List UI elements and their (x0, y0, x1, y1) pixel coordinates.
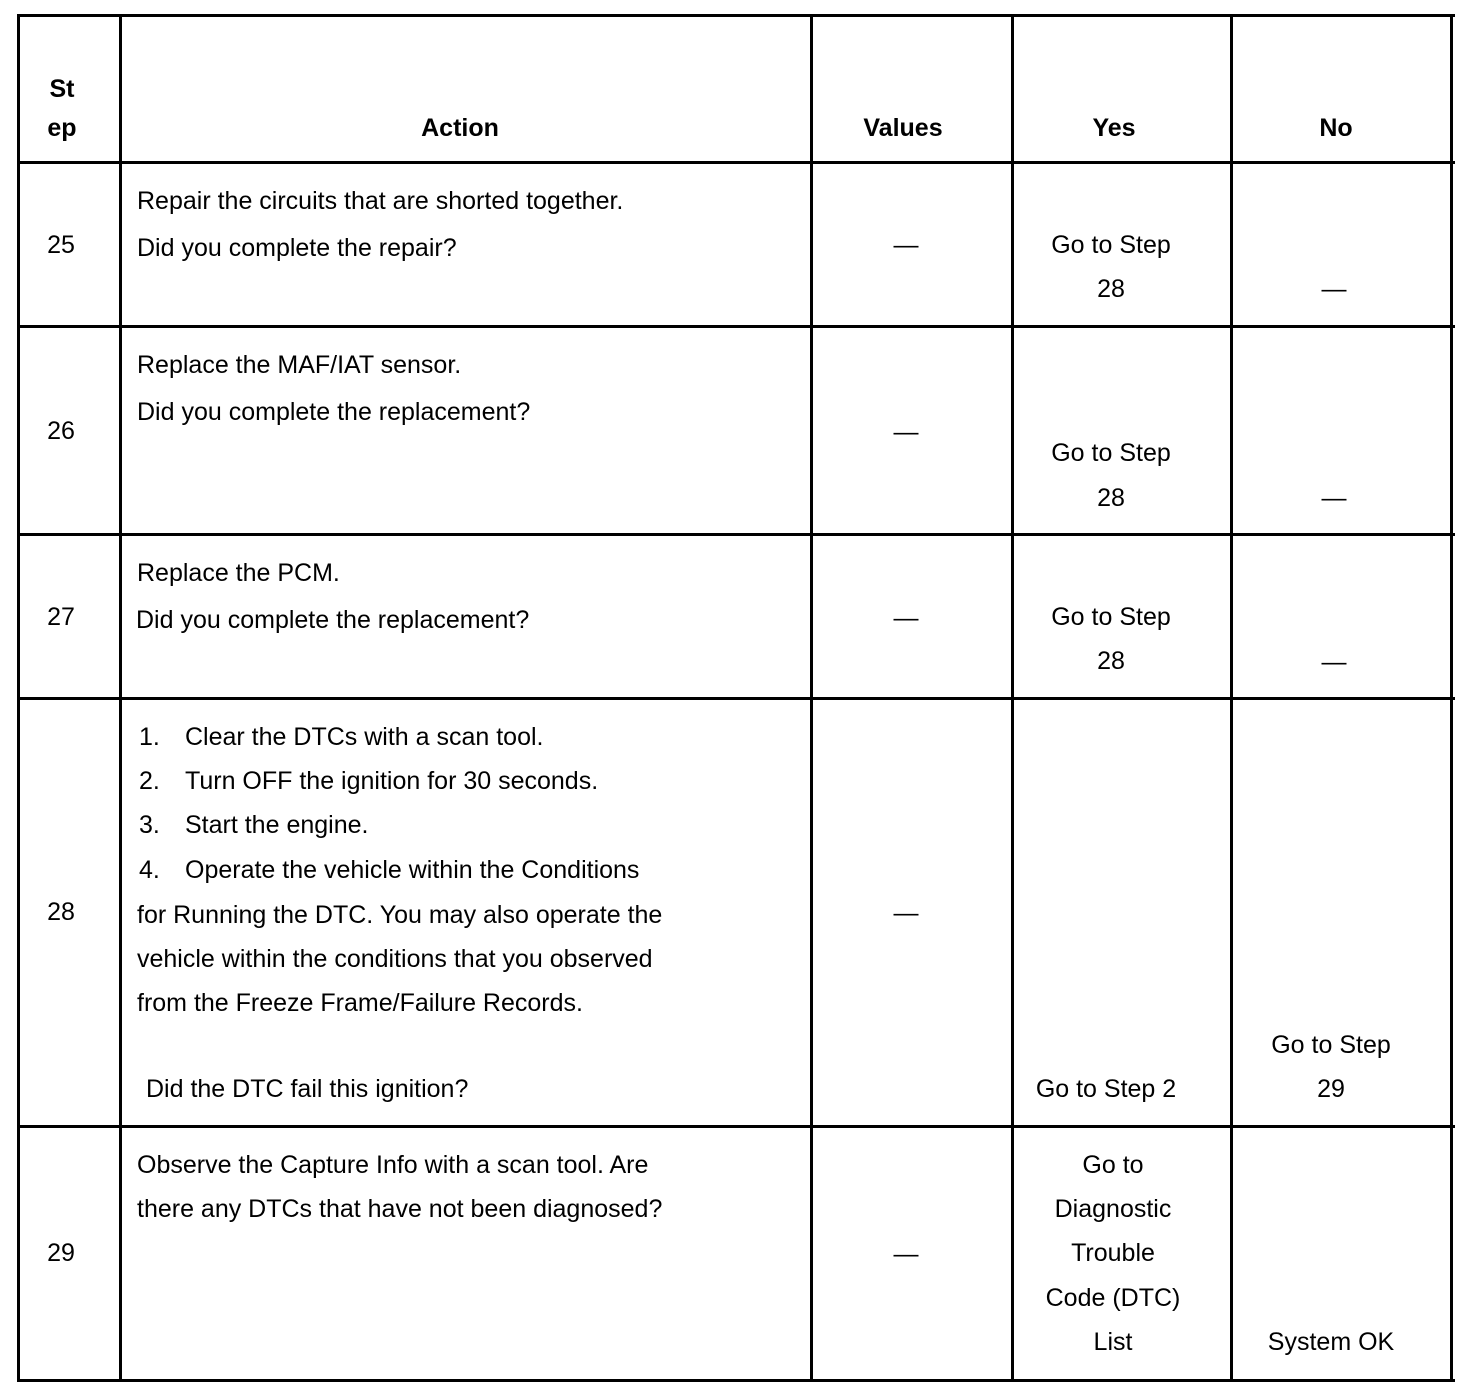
header-values: Values (863, 114, 943, 142)
list-number: 1. (139, 723, 160, 751)
action-text: Replace the PCM. (137, 559, 340, 587)
yes-cell: Go to Step (1051, 603, 1171, 631)
no-cell: — (1321, 648, 1347, 676)
yes-cell: 28 (1097, 647, 1125, 675)
values-cell: — (893, 899, 919, 927)
yes-cell: Go to (1082, 1151, 1144, 1179)
header-step-line2: ep (47, 114, 77, 142)
row-divider (17, 161, 1455, 164)
list-item-text: Start the engine. (185, 811, 369, 839)
step-number: 28 (47, 898, 75, 926)
action-question: Did you complete the replacement? (137, 398, 531, 426)
values-cell: — (893, 418, 919, 446)
yes-cell: 28 (1097, 484, 1125, 512)
step-number: 26 (47, 417, 75, 445)
list-item-text: Turn OFF the ignition for 30 seconds. (185, 767, 599, 795)
no-cell: — (1321, 484, 1347, 512)
list-item-text: Clear the DTCs with a scan tool. (185, 723, 544, 751)
action-question: Did you complete the repair? (137, 234, 457, 262)
yes-cell: Go to Step 2 (1035, 1075, 1177, 1103)
action-question: Did the DTC fail this ignition? (146, 1075, 469, 1103)
values-cell: — (893, 231, 919, 259)
list-number: 2. (139, 767, 160, 795)
table-border-bottom (17, 1379, 1455, 1382)
step-number: 25 (47, 231, 75, 259)
table-border-top (17, 14, 1455, 17)
yes-cell: Trouble (1071, 1239, 1155, 1267)
step-number: 29 (47, 1239, 75, 1267)
header-action: Action (421, 114, 499, 142)
row-divider (17, 697, 1455, 700)
header-yes: Yes (1092, 114, 1136, 142)
row-divider (17, 325, 1455, 328)
list-number: 3. (139, 811, 160, 839)
row-divider (17, 533, 1455, 536)
action-text: vehicle within the conditions that you observed (137, 945, 653, 973)
yes-cell: Code (DTC) (1045, 1284, 1181, 1312)
no-cell: — (1321, 275, 1347, 303)
action-text: for Running the DTC. You may also operate the (137, 901, 663, 929)
action-text: Repair the circuits that are shorted together. (137, 187, 624, 215)
values-cell: — (893, 1240, 919, 1268)
action-text: from the Freeze Frame/Failure Records. (137, 989, 583, 1017)
no-cell: 29 (1317, 1075, 1345, 1103)
values-cell: — (893, 604, 919, 632)
action-question: Did you complete the replacement? (136, 606, 530, 634)
action-question: there any DTCs that have not been diagnosed? (137, 1195, 663, 1223)
yes-cell: Diagnostic (1054, 1195, 1172, 1223)
header-step-line1: St (49, 75, 75, 103)
no-cell: System OK (1267, 1328, 1395, 1356)
row-divider (17, 1125, 1455, 1128)
step-number: 27 (47, 603, 75, 631)
yes-cell: Go to Step (1051, 439, 1171, 467)
yes-cell: List (1093, 1328, 1133, 1356)
action-text: Replace the MAF/IAT sensor. (137, 351, 462, 379)
yes-cell: Go to Step (1051, 231, 1171, 259)
yes-cell: 28 (1097, 275, 1125, 303)
list-item-text: Operate the vehicle within the Conditions (185, 856, 640, 884)
action-text: Observe the Capture Info with a scan tool. Are (137, 1151, 649, 1179)
header-no: No (1319, 114, 1353, 142)
no-cell: Go to Step (1271, 1031, 1391, 1059)
list-number: 4. (139, 856, 160, 884)
